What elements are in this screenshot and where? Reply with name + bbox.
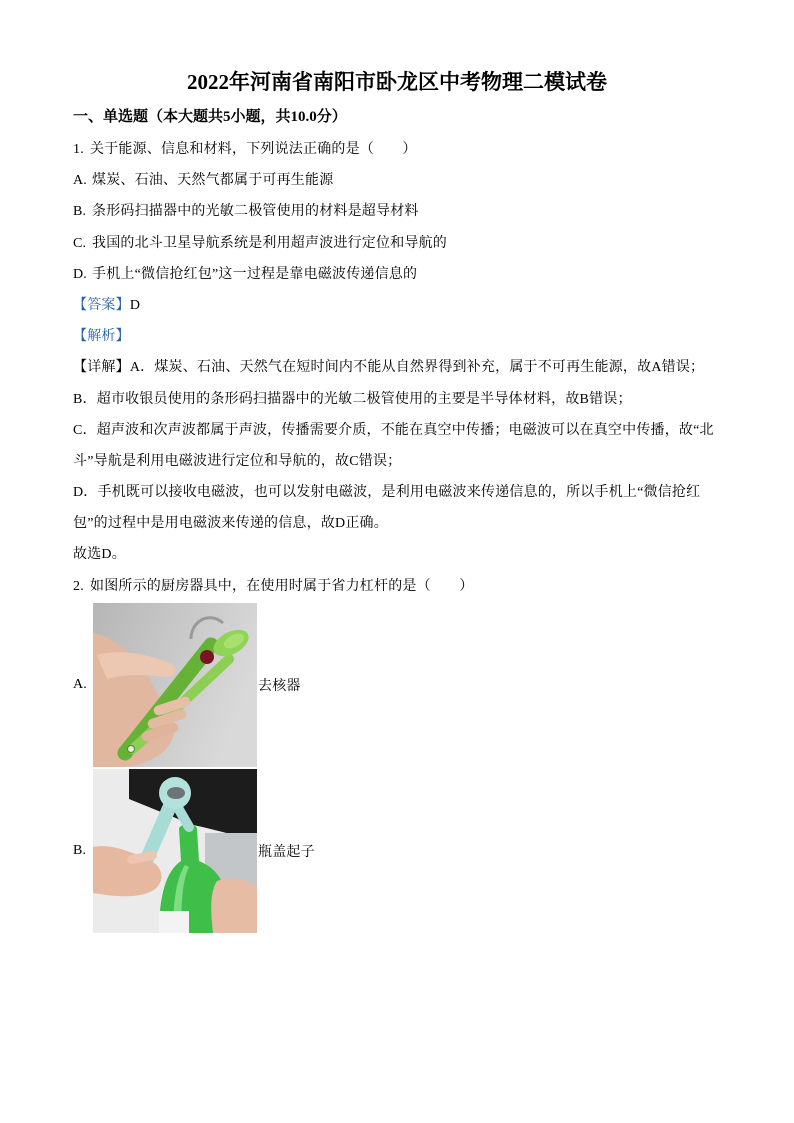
answer-line	[73, 290, 733, 321]
conclusion-line	[73, 539, 733, 570]
option-label: B.	[73, 842, 87, 858]
analysis-line	[73, 321, 733, 352]
question-1-option-c	[73, 228, 733, 259]
question-number: 1.	[73, 142, 84, 157]
detail-line-1	[73, 352, 733, 383]
question-1-option-b	[73, 196, 733, 227]
detail-line-3	[73, 415, 733, 446]
analysis-tag: 【解析】	[73, 329, 130, 345]
option-label: B.	[73, 204, 87, 220]
conclusion-text: 故选D。	[73, 547, 126, 563]
detail-line-4	[73, 446, 733, 477]
question-1-stem	[73, 134, 733, 165]
question-stem-text: 如图所示的厨房器具中，在使用时属于省力杠杆的是（ ）	[90, 578, 474, 594]
detail-text: 斗”导航是利用电磁波进行定位和导航的，故C错误；	[73, 453, 402, 469]
option-label: C.	[73, 235, 87, 251]
question-1-option-a	[73, 165, 733, 196]
option-label: D.	[73, 266, 88, 282]
detail-text: C．超声波和次声波都属于声波，传播需要介质，不能在真空中传播；电磁波可以在真空中传播，故“北	[73, 422, 714, 438]
option-text: 手机上“微信抢红包”这一过程是靠电磁波传递信息的	[92, 266, 418, 282]
bottle-label	[159, 911, 189, 933]
cherry-pitter-photo	[93, 603, 257, 767]
answer-tag: 【答案】	[73, 297, 130, 313]
right-hand	[211, 878, 257, 932]
question-2-stem	[73, 571, 733, 602]
detail-line-2	[73, 384, 733, 415]
option-text: 煤炭、石油、天然气都属于可再生能源	[92, 173, 334, 189]
option-caption: 去核器	[258, 678, 301, 694]
detail-text: B．超市收银员使用的条形码扫描器中的光敏二极管使用的主要是半导体材料，故B错误；	[73, 391, 632, 407]
detail-text: 包”的过程中是用电磁波来传递的信息，故D正确。	[73, 516, 388, 532]
detail-text: D．手机既可以接收电磁波，也可以发射电磁波，是利用电磁波来传递信息的，所以手机上“微信抢红	[73, 485, 701, 501]
question-stem-text: 关于能源、信息和材料，下列说法正确的是（ ）	[90, 142, 417, 157]
option-label: A.	[73, 676, 88, 692]
opener-hole	[167, 787, 185, 799]
bottle-opener-photo	[93, 769, 257, 933]
detail-text: A．煤炭、石油、天然气在短时间内不能从自然界得到补充，属于不可再生能源，故A错误；	[129, 360, 705, 376]
section-header: 一、单选题（本大题共5小题，共10.0分）	[73, 109, 347, 125]
question-1-option-d	[73, 259, 733, 290]
question-2-option-a	[73, 603, 733, 767]
question-content	[73, 134, 733, 933]
option-caption: 瓶盖起子	[258, 844, 315, 860]
detail-tag: 【详解】	[73, 360, 130, 376]
cherry	[200, 650, 214, 664]
question-number: 2.	[73, 578, 84, 594]
tool-pivot	[128, 745, 135, 752]
question-2-option-b	[73, 769, 733, 933]
option-text: 我国的北斗卫星导航系统是利用超声波进行定位和导航的	[92, 235, 447, 251]
option-label: A.	[73, 173, 88, 189]
option-text: 条形码扫描器中的光敏二极管使用的材料是超导材料	[92, 204, 419, 220]
detail-line-6	[73, 508, 733, 539]
answer-value: D	[129, 297, 141, 313]
page-title: 2022年河南省南阳市卧龙区中考物理二模试卷	[187, 70, 607, 94]
detail-line-5	[73, 477, 733, 508]
